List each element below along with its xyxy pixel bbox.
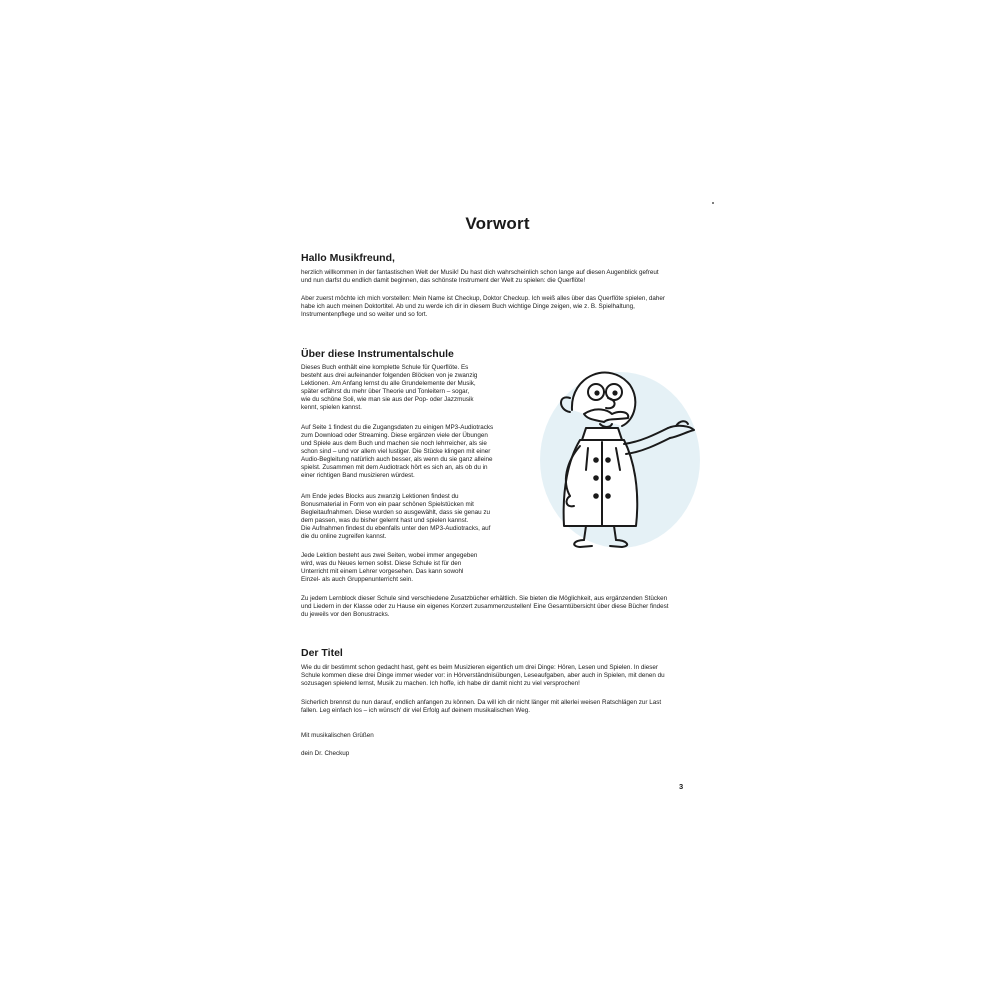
paragraph-intro [301,295,701,319]
text-line: Auf Seite 1 findest du die Zugangsdaten zu einigen MP3-Audiotracks [301,424,494,431]
text-line: Instrumentenpflege und so weiter und so fort. [301,311,428,318]
text-line: kennt, spielen kannst. [301,404,362,411]
text-line: Die Aufnahmen findest du ebenfalls unter den MP3-Audiotracks, auf [301,525,491,532]
paragraph-bonus [301,493,516,541]
text-line: Begleitaufnahmen. Diese wurden so ausgewählt, dass sie genau zu [301,509,491,516]
paragraph-audiotracks [301,424,516,480]
text-line: Zu jedem Lernblock dieser Schule sind verschiedene Zusatzbücher erhältlich. Sie bieten die Möglichkeit, aus ergänzenden Stücken [301,595,668,602]
signature [301,750,701,758]
text-line: Sicherlich brennst du nun darauf, endlich anfangen zu können. Da will ich dir nicht länger mit allerlei weisen Ratschlägen zur Last [301,699,662,706]
text-line: wird, was du Neues lernen sollst. Diese Schule ist für den [301,560,462,567]
heading-instrumentalschule: Über diese Instrumentalschule [301,348,454,360]
text-line: fallen. Leg einfach los – ich wünsch' dir viel Erfolg auf deinem musikalischen Weg. [301,707,530,714]
text-line: du jeweils vor den Bonustracks. [301,611,390,618]
text-line: Audio-Begleitung natürlich auch besser, als wenn du sie ganz alleine [301,456,493,463]
text-line: dein Dr. Checkup [301,750,350,757]
text-line: habe ich auch meinen Doktortitel. Ab und zu werde ich dir in diesem Buch wichtige Dinge zeigen, wie z. B. Spielhaltung, [301,303,635,310]
text-line: die du online zugreifen kannst. [301,533,387,540]
print-speck [712,202,714,204]
text-line: Schule kommen diese drei Dinge immer wieder vor: in Hörverständnisübungen, Leseaufgaben, aber auch in Spielen, mit denen du [301,672,665,679]
text-line: Wie du dir bestimmt schon gedacht hast, geht es beim Musizieren eigentlich um drei Dinge: Hören, Lesen und Spielen. In dieser [301,664,659,671]
text-line: sozusagen spielend lernst, Musik zu machen. Ich hoffe, ich habe dir damit nicht zu viel versprochen! [301,680,580,687]
text-line: und Spiele aus dem Buch und machen sie noch lehrreicher, als sie [301,440,487,447]
text-line: dem passen, was du bisher gelernt hast und spielen kannst. [301,517,469,524]
paragraph-welcome [301,269,701,285]
text-line: Jede Lektion besteht aus zwei Seiten, wobei immer angegeben [301,552,478,559]
text-line: Bonusmaterial in Form von ein paar schönen Spielstücken mit [301,501,474,508]
text-line: besteht aus drei aufeinander folgenden Blöcken von je zwanzig [301,372,478,379]
text-line: Einzel- als auch Gruppenunterricht sein. [301,576,414,583]
text-line: herzlich willkommen in der fantastischen Welt der Musik! Du hast dich wahrscheinlich schon lange auf diesen Augenblick gefreut [301,269,659,276]
doctor-checkup-illustration [500,350,700,550]
heading-titel: Der Titel [301,647,343,659]
closing-greeting [301,732,701,740]
text-line: Aber zuerst möchte ich mich vorstellen: Mein Name ist Checkup, Doktor Checkup. Ich weiß alles über das Querflöte spielen, daher [301,295,665,302]
page-title: Vorwort [465,214,530,233]
text-line: später erfährst du mehr über Theorie und Tonleitern – sogar, [301,388,470,395]
paragraph-lessons [301,552,516,584]
heading-hallo: Hallo Musikfreund, [301,252,395,264]
text-line: Am Ende jedes Blocks aus zwanzig Lektionen findest du [301,493,459,500]
text-line: Dieses Buch enthält eine komplette Schule für Querflöte. Es [301,364,469,371]
paragraph-title-meaning [301,664,701,688]
paragraph-course-overview [301,364,516,412]
text-line: Mit musikalischen Grüßen [301,732,374,739]
paragraph-supplementary-books [301,595,701,619]
page-number: 3 [679,782,684,791]
text-line: und nun darfst du endlich damit beginnen, das schönste Instrument der Welt zu spielen: die Querflöte! [301,277,586,284]
text-line: Lektionen. Am Anfang lernst du alle Grundelemente der Musik, [301,380,476,387]
text-line: wie du schöne Soli, wie man sie aus der Pop- oder Jazzmusik [301,396,474,403]
paragraph-get-started [301,699,701,715]
text-line: zum Download oder Streaming. Diese ergänzen viele der Übungen [301,432,488,439]
text-line: und Liedern in der Klasse oder zu Hause ein eigenes Konzert zusammenzustellen! Eine Gesamtübersicht über diese Bücher findest [301,603,669,610]
text-line: einer richtigen Band musizieren würdest. [301,472,415,479]
text-line: schon sind – und vor allem viel lustiger. Die Stücke klingen mit einer [301,448,491,455]
text-line: spielst. Zusammen mit dem Audiotrack hört es sich an, als ob du in [301,464,488,471]
text-line: Unterricht mit einem Lehrer vorgesehen. Das kann sowohl [301,568,464,575]
